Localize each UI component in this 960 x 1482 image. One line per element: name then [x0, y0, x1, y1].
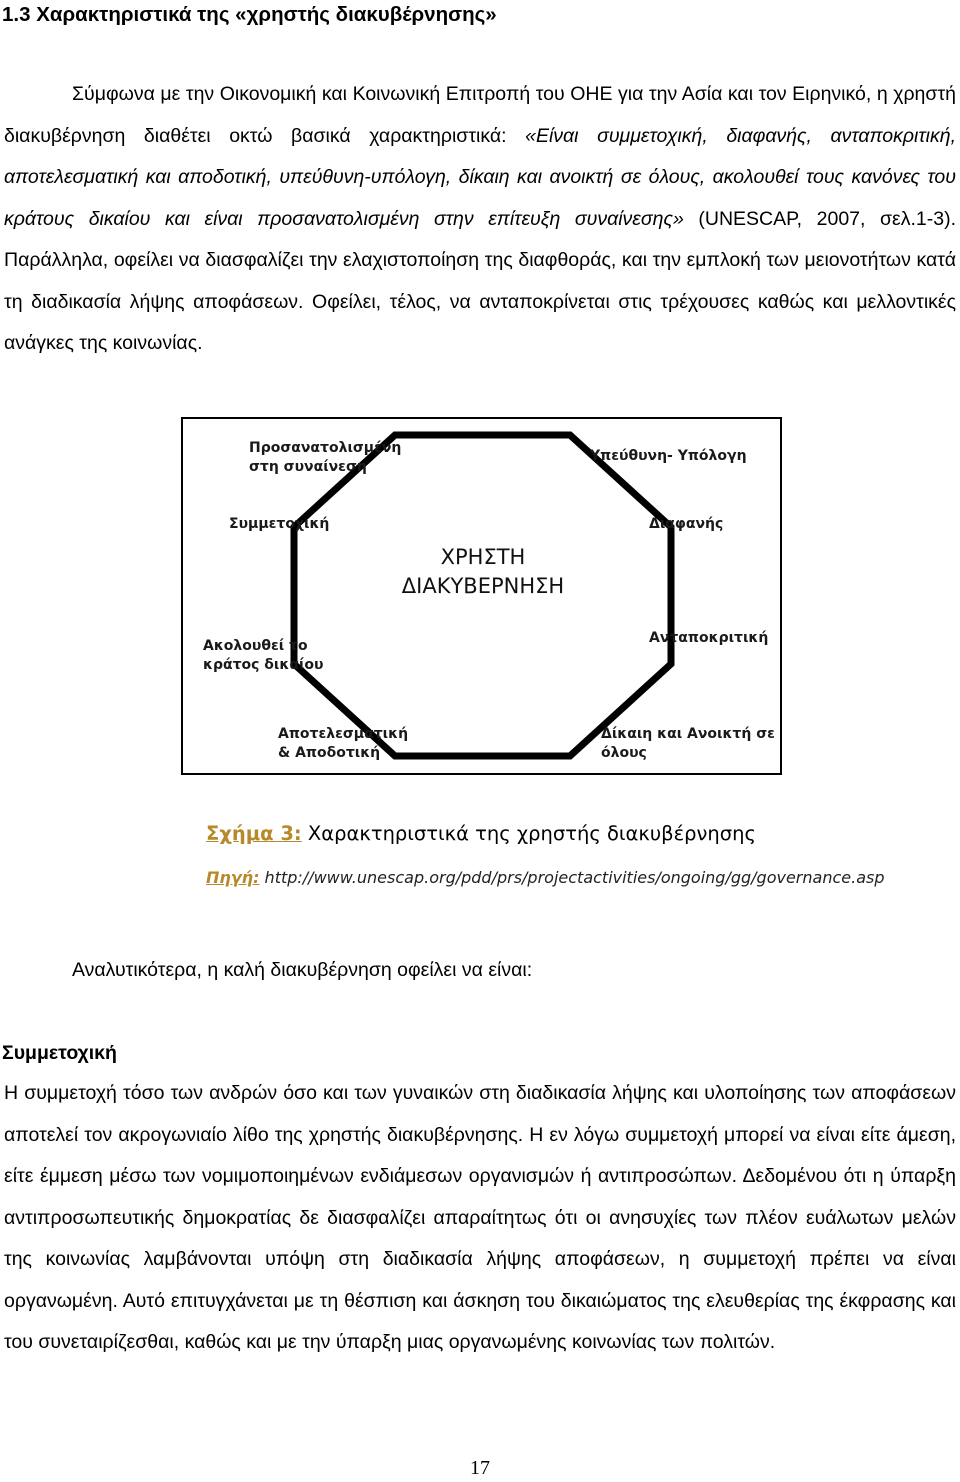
label-transparent: Διαφανής	[649, 516, 724, 532]
label-equitable	[601, 725, 775, 763]
label-equitable-line1: Δίκαιη και Ανοικτή σε	[601, 726, 775, 742]
subheading-participatory: Συμμετοχική	[2, 1042, 117, 1064]
center-title-line1: ΧΡΗΣΤΗ	[440, 545, 526, 569]
label-participatory: Συμμετοχική	[229, 516, 330, 532]
source-label: Πηγή:	[206, 868, 260, 887]
label-accountable: Υπεύθυνη- Υπόλογη	[590, 448, 747, 464]
caption-label: Σχήμα 3:	[206, 822, 302, 845]
intro-text: Σύμφωνα με την Οικονομική και Κοινωνική Επιτροπή του ΟΗΕ για την Ασία και τον Ειρηνικό, η χρηστή διακυβέρνηση διαθέτει οκτώ βασικά χαρακτηριστικά:	[4, 83, 956, 147]
label-effective-line1: Αποτελεσματική	[278, 726, 409, 742]
governance-figure	[181, 417, 782, 775]
label-consensus-line2: στη συναίνεση	[249, 459, 367, 475]
intro-paragraph	[4, 74, 956, 365]
center-title-line2: ΔΙΑΚΥΒΕΡΝΗΣΗ	[401, 574, 565, 598]
label-rule-of-law-line2: κράτος δικαίου	[203, 657, 324, 673]
figure-center-title	[383, 543, 583, 601]
figure-source	[206, 866, 885, 890]
source-url: http://www.unescap.org/pdd/prs/projectactivities/ongoing/gg/governance.asp	[259, 868, 885, 887]
label-consensus-line1: Προσανατολισμένη	[249, 440, 402, 456]
label-equitable-line2: όλους	[601, 745, 647, 761]
figure-caption	[206, 820, 756, 848]
page-number: 17	[470, 1457, 490, 1479]
label-effective-line2: & Αποδοτική	[278, 745, 381, 761]
caption-text: Χαρακτηριστικά της χρηστής διακυβέρνησης	[301, 822, 756, 845]
intro-quote: «Είναι συμμετοχική, διαφανής, ανταποκριτική, αποτελεσματική και αποδοτική, υπεύθυνη-υπόλογη, δίκαιη και ανοικτή σε όλους, ακολουθεί τους κανόνες του κράτους δικαίου και είναι προσανατολισμένη στην επίτευξη συναίνεσης»	[4, 124, 956, 230]
label-rule-of-law	[203, 637, 323, 675]
label-effective	[278, 725, 408, 763]
detail-intro-paragraph	[4, 950, 956, 992]
label-consensus-oriented	[249, 439, 401, 477]
label-rule-of-law-line1: Ακολουθεί το	[203, 638, 308, 654]
intro-text-continued: (UNESCAP, 2007, σελ.1-3). Παράλληλα, οφείλει να διασφαλίζει την ελαχιστοποίηση της διαφθοράς, και την εμπλοκή των μειονοτήτων κατά τη διαδικασία λήψης αποφάσεων. Οφείλει, τέλος, να ανταποκρίνεται στις τρέχουσες καθώς και μελλοντικές ανάγκες της κοινωνίας.	[4, 207, 957, 354]
section-heading: 1.3 Χαρακτηριστικά της «χρηστής διακυβέρνησης»	[2, 3, 497, 26]
label-responsive: Ανταποκριτική	[649, 630, 769, 646]
participation-paragraph: Η συμμετοχή τόσο των ανδρών όσο και των γυναικών στη διαδικασία λήψης και υλοποίησης των αποφάσεων αποτελεί τον ακρογωνιαίο λίθο της χρηστής διακυβέρνησης. Η εν λόγω συμμετοχή μπορεί να είναι είτε άμεση, είτε έμμεση μέσω των νομιμοποιημένων ενδιάμεσων οργανισμών ή αντιπροσώπων. Δεδομένου ότι η ύπαρξη αντιπροσωπευτικής δημοκρατίας δε διασφαλίζει απαραίτητως ότι οι ανησυχίες των πλέον ευάλωτων μελών της κοινωνίας λαμβάνονται υπόψη στη διαδικασία λήψης αποφάσεων, η συμμετοχή πρέπει να είναι οργανωμένη. Αυτό επιτυγχάνεται με τη θέσπιση και άσκηση του δικαιώματος της ελευθερίας της έκφρασης και του συνεταιρίζεσθαι, καθώς και με την ύπαρξη μιας οργανωμένης κοινωνίας των πολιτών.	[4, 1082, 956, 1353]
detail-intro-text: Αναλυτικότερα, η καλή διακυβέρνηση οφείλει να είναι:	[72, 959, 533, 981]
